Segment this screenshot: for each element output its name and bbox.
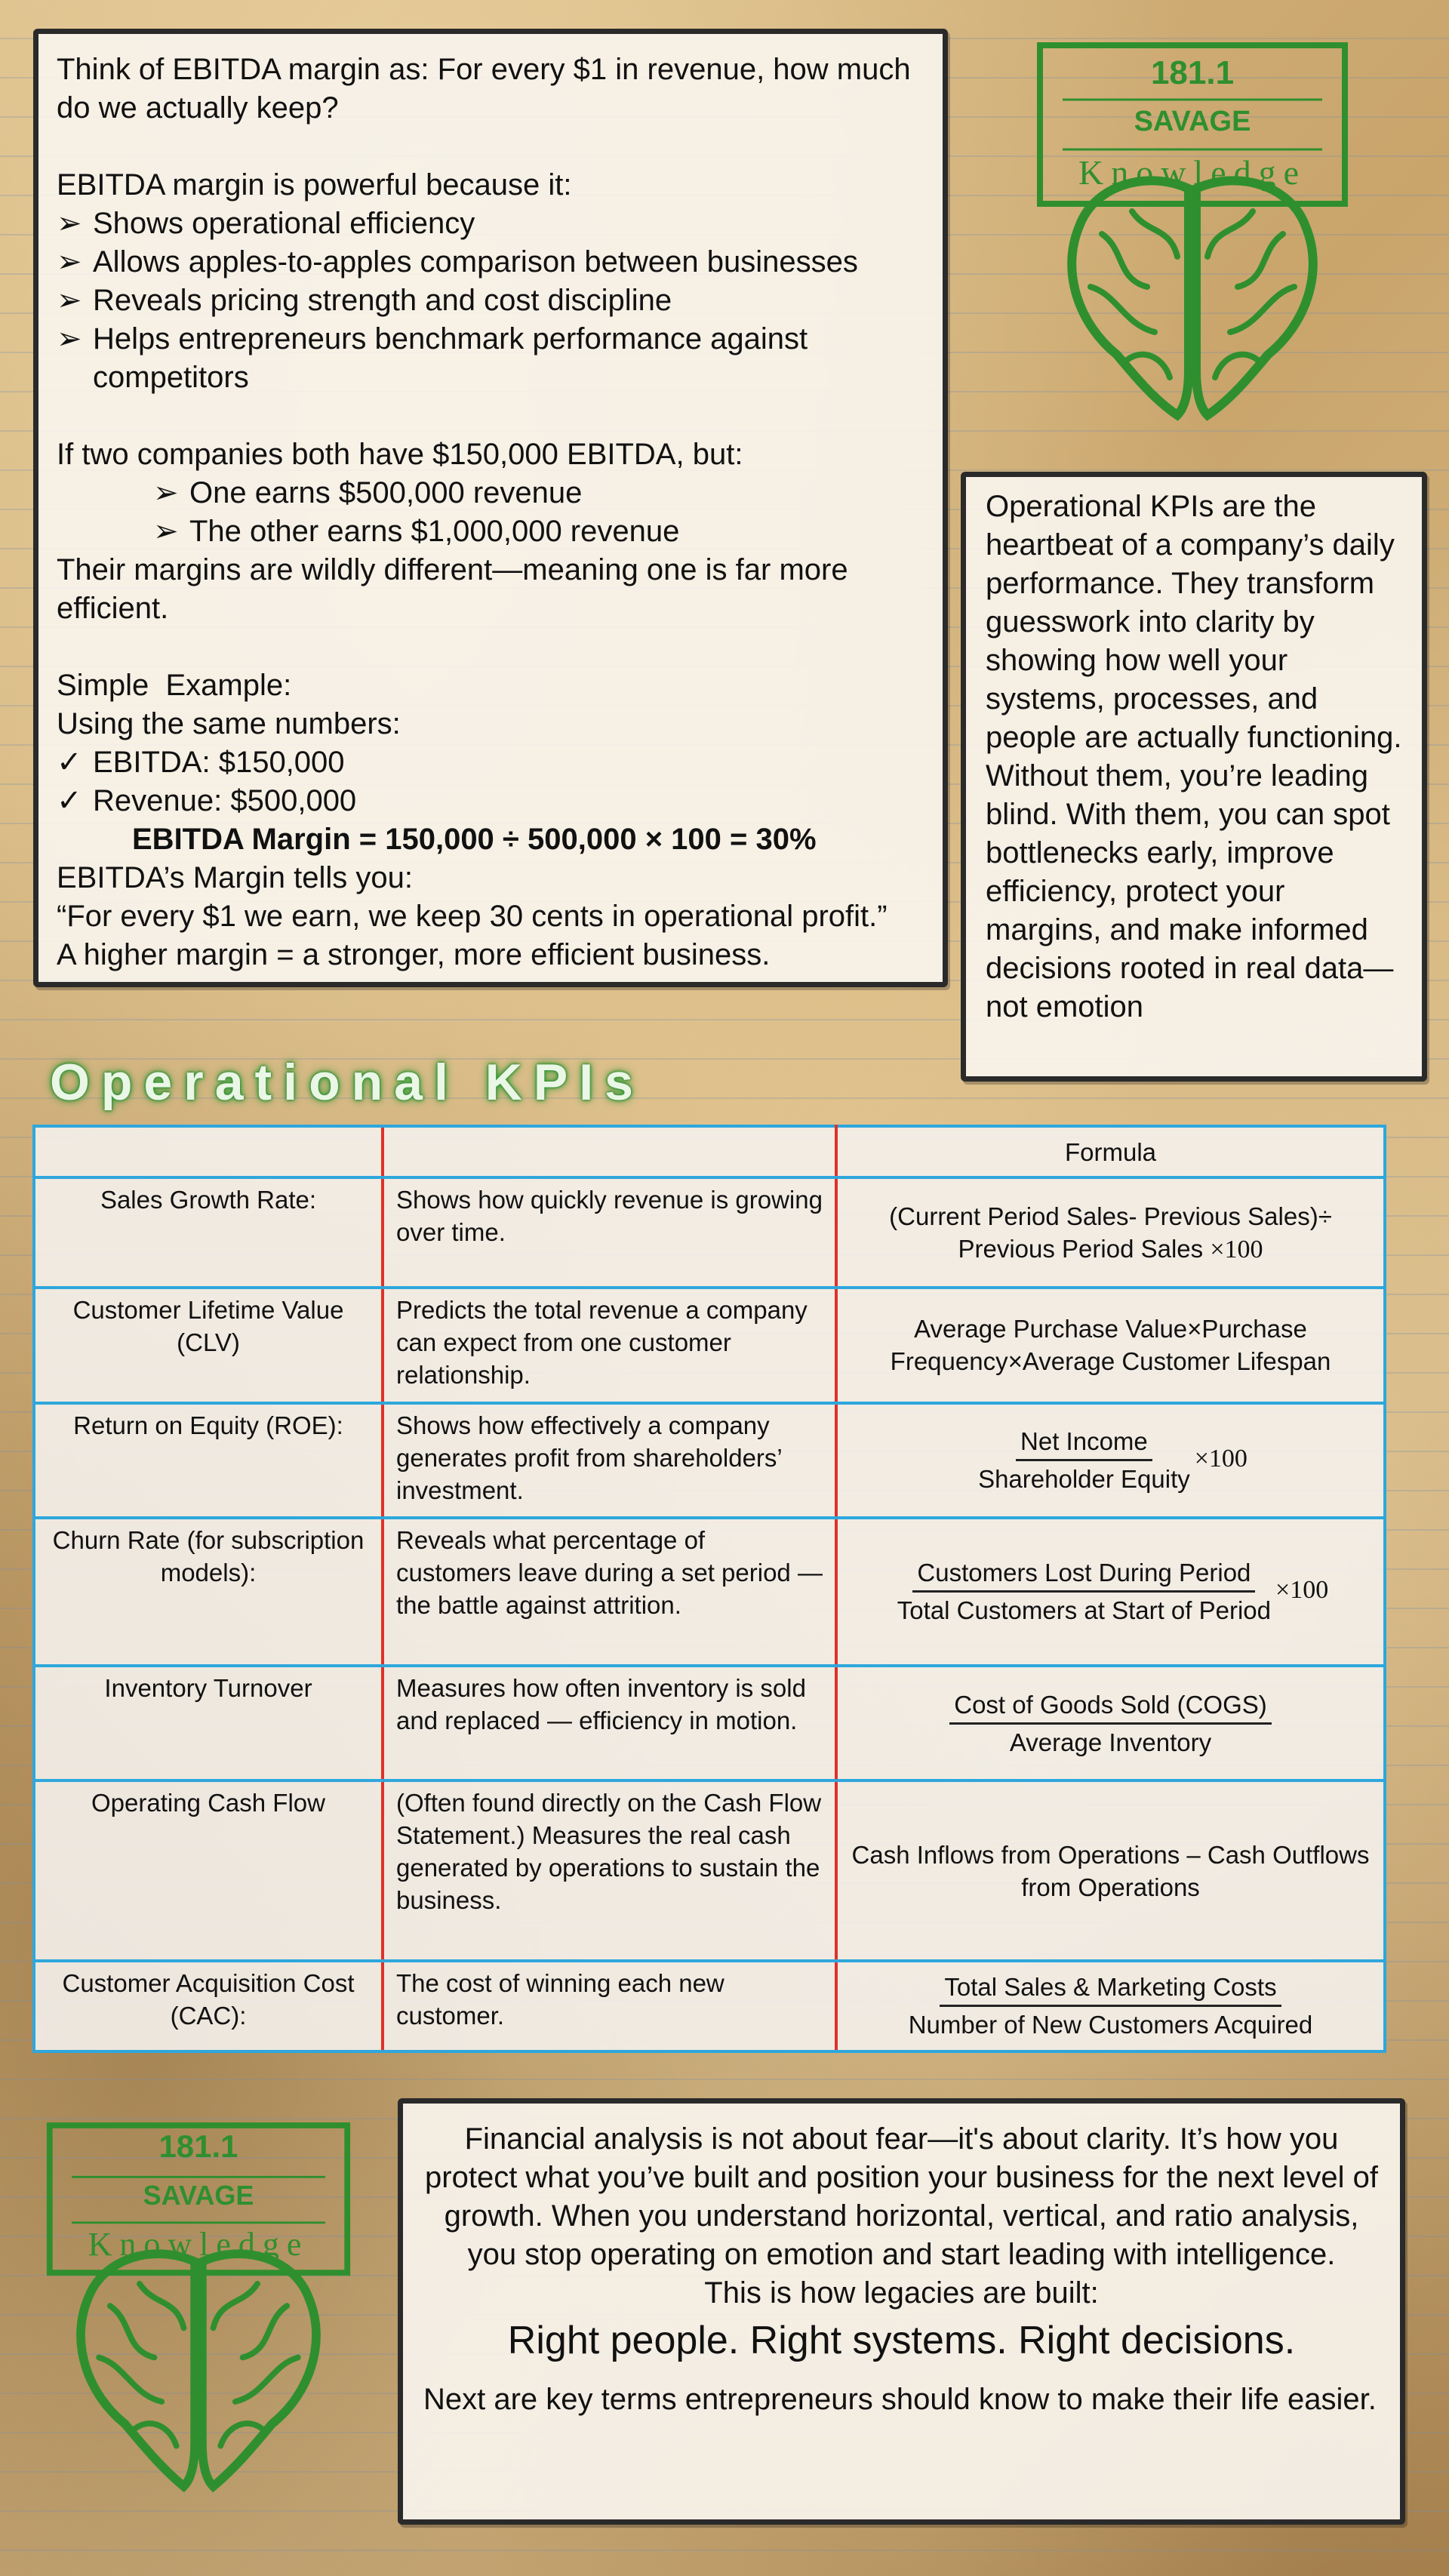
times-100: ×100: [1275, 1576, 1329, 1605]
example-heading: Simple Example:: [57, 669, 292, 702]
times-100: ×100: [1210, 1235, 1263, 1263]
compare-bullet: ➢ The other earns $1,000,000 revenue: [57, 512, 924, 551]
logo-number: 181.1: [158, 2128, 238, 2164]
powerful-bullet: ➢ Shows operational efficiency: [57, 205, 924, 243]
table-header-row: [34, 1126, 1385, 1177]
kpi-name: Inventory Turnover: [34, 1666, 383, 1780]
compare-conclusion: Their margins are wildly different—meaning one is far more efficient.: [57, 553, 848, 625]
ebitda-margin-box: [33, 29, 948, 987]
kpi-name: Return on Equity (ROE):: [34, 1403, 383, 1518]
compare-heading: If two companies both have $150,000 EBITDA, but:: [57, 438, 743, 471]
table-row: [34, 1403, 1385, 1518]
kpi-description: Reveals what percentage of customers leave during a set period — the battle against attrition.: [383, 1518, 836, 1666]
powerful-heading: EBITDA margin is powerful because it:: [57, 168, 572, 202]
logo-top: [1034, 38, 1351, 430]
kpi-formula: [836, 1666, 1385, 1780]
header-cell-formula: Formula: [836, 1126, 1385, 1177]
arrow-bullet-icon: ➢: [57, 245, 82, 279]
ebitda-closing: A higher margin = a stronger, more efficient business.: [57, 938, 771, 971]
kpi-table: [32, 1125, 1386, 2053]
arrow-bullet-icon: ➢: [153, 476, 179, 509]
brain-logo-icon: [1034, 38, 1351, 430]
kpi-name: Sales Growth Rate:: [34, 1177, 383, 1288]
tagline: Right people. Right systems. Right decisions.: [507, 2319, 1296, 2362]
kpi-intro-text: Operational KPIs are the heartbeat of a company’s daily performance. They transform guesswork into clarity by showing how well your systems, processes, and people are actually functioning. Without them, you’re leading blind. With them, you can spot bottlenecks early, improve efficiency, protect your margins, and make informed decisions rooted in real data—not emotion: [986, 490, 1402, 1023]
section-title: Operational KPIs: [50, 1054, 645, 1111]
kpi-name: Churn Rate (for subscription models):: [34, 1518, 383, 1666]
ebitda-formula: EBITDA Margin = 150,000 ÷ 500,000 × 100 = 30%: [132, 823, 817, 856]
kpi-description: Measures how often inventory is sold and replaced — efficiency in motion.: [383, 1666, 836, 1780]
fraction: $\frac{\text{Net Income}}{\text{Shareholder Equity}}$: [974, 1425, 1195, 1495]
logo-knowledge: Knowledge: [88, 2226, 309, 2263]
logo-knowledge: Knowledge: [1078, 153, 1307, 192]
kpi-formula: Cash Inflows from Operations – Cash Outflows from Operations: [836, 1780, 1385, 1960]
logo-word: SAVAGE: [1134, 106, 1251, 137]
closing-box: [398, 2098, 1405, 2525]
kpi-formula: [836, 1961, 1385, 2051]
logo-bottom: [44, 2113, 353, 2506]
legacy-line: This is how legacies are built:: [704, 2276, 1099, 2310]
example-check: ✓ EBITDA: $150,000: [57, 743, 924, 782]
arrow-bullet-icon: ➢: [57, 322, 82, 355]
kpi-name: Customer Acquisition Cost (CAC):: [34, 1961, 383, 2051]
logo-number: 181.1: [1150, 54, 1235, 91]
header-cell: [383, 1126, 836, 1177]
next-line: Next are key terms entrepreneurs should know to make their life easier.: [423, 2383, 1377, 2416]
kpi-name: Customer Lifetime Value (CLV): [34, 1288, 383, 1402]
table-row: [34, 1288, 1385, 1402]
closing-paragraph: Financial analysis is not about fear—it's about clarity. It’s how you protect what you’ve built and position your business for the next level of growth. When you understand horizontal, vertical, and ratio analysis, you stop operating on emotion and start leading with intelligence.: [425, 2122, 1378, 2271]
fraction: $\frac{\text{Total Sales \& Marketing Costs}}{\text{Number of New Customers Acquired}}$: [904, 1971, 1318, 2041]
arrow-bullet-icon: ➢: [153, 515, 179, 548]
kpi-description: The cost of winning each new customer.: [383, 1961, 836, 2051]
ebitda-intro: Think of EBITDA margin as: For every $1 in revenue, how much do we actually keep?: [57, 53, 911, 125]
powerful-bullet: ➢ Allows apples-to-apples comparison between businesses: [57, 243, 924, 282]
example-check: ✓ Revenue: $500,000: [57, 782, 924, 820]
table-row: [34, 1177, 1385, 1288]
kpi-formula: [836, 1518, 1385, 1666]
check-icon: ✓: [57, 784, 82, 817]
kpi-intro-box: [961, 472, 1427, 1082]
arrow-bullet-icon: ➢: [57, 207, 82, 240]
kpi-name: Operating Cash Flow: [34, 1780, 383, 1960]
powerful-bullet: ➢ Reveals pricing strength and cost discipline: [57, 282, 924, 320]
kpi-formula: [836, 1403, 1385, 1518]
example-subheading: Using the same numbers:: [57, 707, 401, 740]
powerful-bullet: ➢ Helps entrepreneurs benchmark performance against competitors: [57, 320, 924, 397]
arrow-bullet-icon: ➢: [57, 284, 82, 317]
check-icon: ✓: [57, 746, 82, 779]
header-cell: [34, 1126, 383, 1177]
brain-logo-icon: [44, 2113, 353, 2506]
table-row: [34, 1518, 1385, 1666]
kpi-formula: (Current Period Sales- Previous Sales)÷ Previous Period Sales ×100: [836, 1177, 1385, 1288]
table-row: [34, 1666, 1385, 1780]
logo-word: SAVAGE: [143, 2180, 254, 2211]
kpi-formula: Average Purchase Value×Purchase Frequency×Average Customer Lifespan: [836, 1288, 1385, 1402]
table-row: [34, 1780, 1385, 1960]
fraction: $\frac{\text{Cost of Goods Sold (COGS)}}{\text{Average Inventory}}$: [949, 1688, 1271, 1759]
tells-you: EBITDA’s Margin tells you:: [57, 861, 414, 894]
kpi-description: (Often found directly on the Cash Flow Statement.) Measures the real cash generated by operations to sustain the business.: [383, 1780, 836, 1960]
table-row: [34, 1961, 1385, 2051]
fraction: $\frac{\text{Customers Lost During Period}}{\text{Total Customers at Start of Period}}$: [893, 1556, 1275, 1627]
kpi-description: Shows how quickly revenue is growing over time.: [383, 1177, 836, 1288]
kpi-description: Shows how effectively a company generates profit from shareholders’ investment.: [383, 1403, 836, 1518]
compare-bullet: ➢ One earns $500,000 revenue: [57, 474, 924, 512]
times-100: ×100: [1194, 1445, 1247, 1473]
ebitda-quote: “For every $1 we earn, we keep 30 cents in operational profit.”: [57, 900, 888, 933]
kpi-description: Predicts the total revenue a company can expect from one customer relationship.: [383, 1288, 836, 1402]
